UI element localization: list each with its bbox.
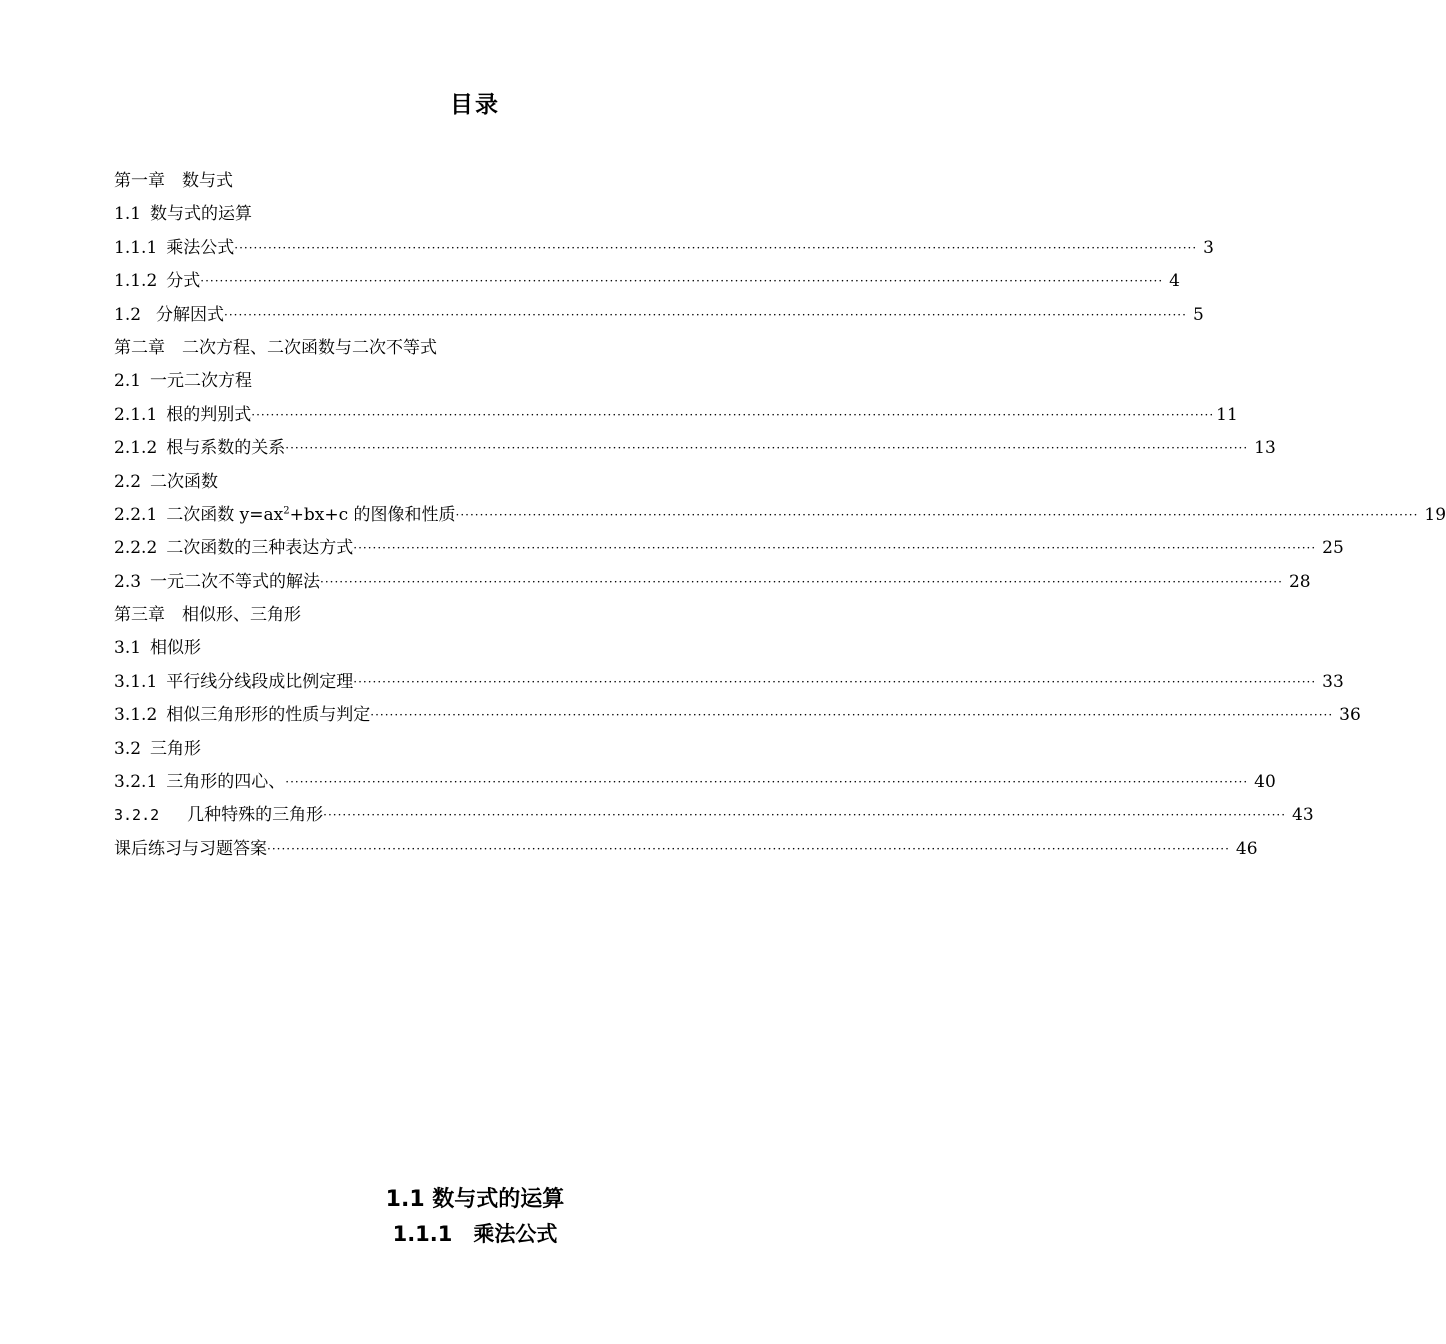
toc-text: 一元二次方程 bbox=[150, 371, 253, 392]
toc-number: 1.1.2 bbox=[114, 271, 158, 292]
toc-number: 2.3 bbox=[114, 571, 142, 592]
toc-number: 3.2.2 bbox=[114, 806, 160, 825]
toc-number: 2.2.2 bbox=[114, 538, 158, 559]
toc-page-number: 28 bbox=[1288, 571, 1311, 592]
toc-text: 分式 bbox=[166, 271, 201, 292]
toc-text: 分解因式 bbox=[156, 304, 225, 325]
toc-section[interactable] bbox=[114, 198, 834, 231]
toc-page-number: 3 bbox=[1203, 237, 1214, 258]
toc-text: 相似形、三角形 bbox=[182, 605, 301, 626]
toc-text: 二次函数 bbox=[150, 471, 219, 492]
toc-entry[interactable] bbox=[114, 232, 1214, 265]
toc-number: 第二章 bbox=[114, 337, 165, 358]
toc-text-pre: 二次函数 y=ax bbox=[166, 504, 284, 525]
toc-number: 2.2 bbox=[114, 471, 142, 492]
toc-section[interactable] bbox=[114, 632, 834, 665]
toc-entry[interactable] bbox=[114, 499, 1446, 532]
toc-entry[interactable] bbox=[114, 399, 1238, 432]
toc-number: 1.2 bbox=[114, 304, 142, 325]
dot-leader: ········································································································································································································ bbox=[200, 274, 1164, 289]
toc-text: 课后练习与习题答案 bbox=[114, 838, 267, 859]
toc-page-number: 13 bbox=[1254, 438, 1276, 459]
toc-text-post: +bx+c 的图像和性质 bbox=[289, 504, 456, 525]
superscript-exponent: 2 bbox=[283, 505, 290, 517]
toc-text: 几种特殊的三角形 bbox=[187, 805, 324, 826]
toc-page-number: 19 bbox=[1424, 504, 1446, 525]
dot-leader: ········································································································································································································ bbox=[234, 240, 1198, 255]
toc-text: 二次方程、二次函数与二次不等式 bbox=[182, 337, 437, 358]
toc-text: 二次函数的三种表达方式 bbox=[166, 538, 354, 559]
dot-leader: ········································································································································································································ bbox=[285, 441, 1249, 456]
toc-text: 数与式的运算 bbox=[150, 204, 253, 225]
toc-text: 三角形 bbox=[150, 738, 202, 759]
toc-number: 3.2 bbox=[114, 738, 142, 759]
toc-text: 一元二次不等式的解法 bbox=[150, 571, 321, 592]
toc-number: 第三章 bbox=[114, 605, 165, 626]
toc-chapter[interactable] bbox=[114, 165, 834, 198]
table-of-contents bbox=[114, 165, 1446, 866]
toc-number: 3.1.1 bbox=[114, 671, 158, 692]
toc-page-number: 43 bbox=[1292, 805, 1314, 826]
toc-page-number: 4 bbox=[1169, 271, 1180, 292]
toc-number: 2.2.1 bbox=[114, 504, 158, 525]
toc-entry[interactable] bbox=[114, 666, 1344, 699]
toc-entry[interactable] bbox=[114, 432, 1276, 465]
dot-leader: ········································································································································································································ bbox=[370, 708, 1334, 723]
toc-text: 乘法公式 bbox=[166, 237, 235, 258]
dot-leader: ········································································································································································································ bbox=[251, 407, 1215, 422]
toc-page-number: 11 bbox=[1216, 404, 1238, 425]
subsection-heading: 1.1.1 乘法公式 bbox=[392, 1222, 558, 1246]
toc-page-number: 40 bbox=[1254, 772, 1276, 793]
dot-leader: ········································································································································································································ bbox=[320, 574, 1283, 589]
toc-entry[interactable] bbox=[114, 766, 1276, 799]
toc-entry[interactable] bbox=[114, 265, 1180, 298]
section-heading: 1.1 数与式的运算 bbox=[385, 1187, 565, 1212]
dot-leader: ········································································································································································································ bbox=[353, 541, 1317, 556]
toc-page-number: 33 bbox=[1322, 671, 1344, 692]
toc-chapter[interactable] bbox=[114, 332, 834, 365]
toc-text: 根的判别式 bbox=[166, 404, 252, 425]
toc-entry[interactable] bbox=[114, 699, 1361, 732]
toc-number: 3.2.1 bbox=[114, 772, 158, 793]
dot-leader: ········································································································································································································ bbox=[267, 841, 1230, 856]
toc-number: 1.1.1 bbox=[114, 237, 158, 258]
toc-section[interactable] bbox=[114, 365, 834, 398]
toc-page-number: 46 bbox=[1235, 838, 1258, 859]
dot-leader: ········································································································································································································ bbox=[224, 307, 1187, 322]
toc-text: 数与式 bbox=[182, 171, 233, 191]
dot-leader: ········································································································································································································ bbox=[323, 808, 1287, 823]
toc-entry[interactable] bbox=[114, 532, 1344, 565]
toc-chapter[interactable] bbox=[114, 599, 834, 632]
toc-text: 三角形的四心、 bbox=[166, 772, 286, 793]
toc-entry[interactable] bbox=[114, 299, 1204, 332]
toc-page-number: 36 bbox=[1339, 705, 1361, 726]
toc-page-number: 5 bbox=[1192, 304, 1204, 325]
toc-section[interactable] bbox=[114, 466, 834, 499]
toc-number: 2.1.2 bbox=[114, 438, 158, 459]
toc-entry[interactable] bbox=[114, 833, 1258, 866]
dot-leader: ········································································································································································································ bbox=[353, 674, 1317, 689]
toc-number: 3.1.2 bbox=[114, 705, 158, 726]
toc-title: 目录 bbox=[450, 92, 500, 118]
toc-entry[interactable] bbox=[114, 566, 1311, 599]
toc-text: 相似形 bbox=[150, 638, 202, 659]
toc-number: 第一章 bbox=[114, 171, 165, 191]
toc-page-number: 25 bbox=[1322, 538, 1344, 559]
toc-text: 根与系数的关系 bbox=[166, 438, 286, 459]
toc-number: 3.1 bbox=[114, 638, 142, 659]
toc-section[interactable] bbox=[114, 733, 834, 766]
toc-text: 平行线分线段成比例定理 bbox=[166, 671, 354, 692]
dot-leader: ········································································································································································································ bbox=[455, 507, 1419, 522]
toc-number: 1.1 bbox=[114, 204, 142, 225]
toc-number: 2.1 bbox=[114, 371, 142, 392]
toc-number: 2.1.1 bbox=[114, 404, 158, 425]
dot-leader: ········································································································································································································ bbox=[285, 775, 1249, 790]
toc-entry[interactable] bbox=[114, 799, 1314, 832]
toc-text: 相似三角形形的性质与判定 bbox=[166, 705, 371, 726]
